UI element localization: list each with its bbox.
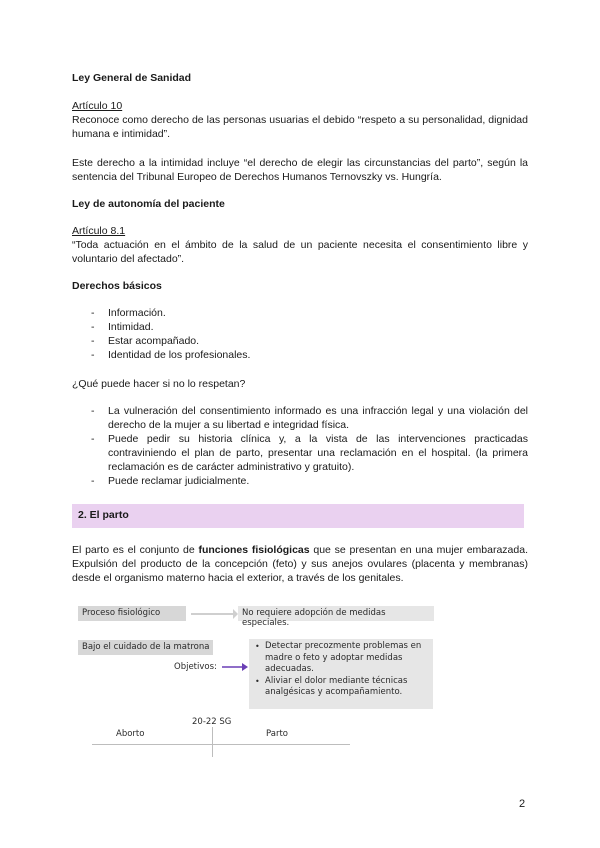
- question-respetan: ¿Qué puede hacer si no lo respetan?: [72, 378, 246, 390]
- heading-ley-general: Ley General de Sanidad: [72, 72, 192, 84]
- article-10-label: Artículo 10: [72, 100, 123, 112]
- objetivos-label: Objetivos:: [174, 662, 217, 672]
- derechos-list: [72, 306, 528, 362]
- section-title: 2. El parto: [78, 509, 129, 521]
- list-item: - Intimidad.: [72, 320, 528, 334]
- objetivos-box: [249, 639, 433, 709]
- aborto-label: Aborto: [116, 729, 145, 739]
- paragraph-respeto: Reconoce como derecho de las personas usuarias el debido “respeto a su personalidad, dignidad humana e intimidad”.: [72, 114, 528, 140]
- parto-label: Parto: [266, 729, 288, 739]
- timeline-divider: [212, 727, 213, 757]
- paragraph-consentimiento: “Toda actuación en el ámbito de la salud de un paciente necesita el consentimiento libre y voluntario del afectado”.: [72, 239, 528, 265]
- paragraph-parto: [72, 543, 528, 585]
- proceso-label: Proceso fisiológico: [82, 608, 161, 618]
- heading-ley-autonomia: Ley de autonomía del paciente: [72, 198, 225, 210]
- semanas-label: 20-22 SG: [192, 717, 232, 727]
- section-heading-el-parto: [72, 504, 524, 528]
- respetan-list: [72, 404, 528, 488]
- list-item: - Puede pedir su historia clínica y, a la vista de las intervenciones practicadas contraviniendo el plan de parto, presentar una reclamación en el hospital. (la primera reclamación es de carácter administrativo y gratuito).: [72, 432, 528, 474]
- arrow-right-icon: [221, 660, 249, 674]
- bajo-cuidado-box: [78, 640, 213, 655]
- list-item: • Aliviar el dolor mediante técnicas analgésicas y acompañamiento.: [265, 676, 429, 699]
- paragraph-intimidad: Este derecho a la intimidad incluye “el derecho de elegir las circunstancias del parto”, según la sentencia del Tribunal Europeo de Derechos Humanos Ternovszky vs. Hungría.: [72, 157, 528, 183]
- list-item: - La vulneración del consentimiento informado es una infracción legal y una violación del derecho de la mujer a su libertad e integridad física.: [72, 404, 528, 432]
- article-8-1-label: Artículo 8.1: [72, 225, 126, 237]
- parto-text-end: que se presentan en una mujer embarazada. Expulsión del producto de la concepción (feto) y sus anejos ovulares (placenta y membranas) desde el organismo materno hacia el exterior, a través de los genitales.: [72, 544, 528, 584]
- no-requiere-label: No requiere adopción de medidas especiales.: [242, 608, 386, 628]
- bajo-cuidado-label: Bajo el cuidado de la matrona: [82, 642, 210, 652]
- list-item: • Detectar precozmente problemas en madre o feto y adoptar medidas adecuadas.: [265, 641, 429, 676]
- list-item: - Puede reclamar judicialmente.: [72, 474, 528, 488]
- list-item: - Estar acompañado.: [72, 334, 528, 348]
- parto-text-bold: funciones fisiológicas: [198, 544, 310, 556]
- list-item: - Información.: [72, 306, 528, 320]
- parto-text-start: El parto es el conjunto de: [72, 544, 199, 556]
- objetivos-list: [249, 639, 433, 699]
- arrow-right-icon: [189, 606, 239, 622]
- list-item: - Identidad de los profesionales.: [72, 348, 528, 362]
- page-number: 2: [519, 798, 526, 810]
- proceso-fisiologico-box: [78, 606, 186, 621]
- no-requiere-box: [238, 606, 434, 628]
- heading-derechos-basicos: Derechos básicos: [72, 280, 162, 292]
- timeline-axis: [92, 744, 350, 745]
